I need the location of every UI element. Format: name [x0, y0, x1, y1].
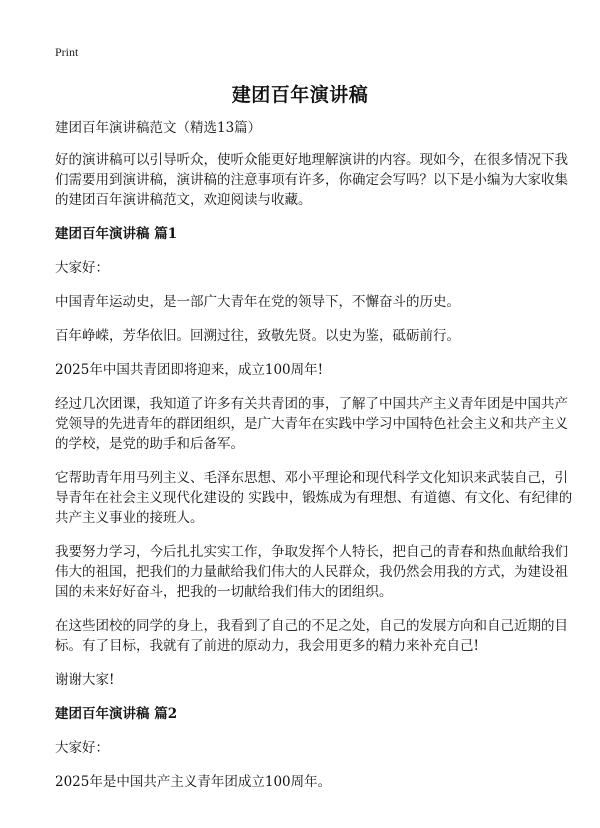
section-1-paragraph: 谢谢大家! [55, 672, 115, 688]
section-1-paragraph: 大家好： [55, 260, 109, 276]
section-1-paragraph: 2025年中国共青团即将迎来，成立100周年! [55, 362, 324, 378]
section-2-heading: 建团百年演讲稿 篇2 [55, 706, 178, 722]
print-label: Print [55, 45, 79, 59]
intro-paragraph: 好的演讲稿可以引导听众，使听众能更好地理解演讲的内容。现如今，在很多情况下我们需要用到演讲稿，演讲稿的注意事项有许多，你确定会写吗？以下是小编为大家收集的建团百年演讲稿范文，欢迎阅读与收藏。 [55, 152, 568, 208]
section-1-paragraph: 经过几次团课，我知道了许多有关共青团的事，了解了中国共产主义青年团是中国共产党领导的先进青年的群团组织，是广大青年在实践中学习中国特色社会主义和共产主义的学校，是党的助手和后备军。 [55, 396, 568, 452]
document-body [55, 118, 575, 806]
section-1-paragraph: 中国青年运动史，是一部广大青年在党的领导下，不懈奋斗的历史。 [55, 294, 460, 310]
document-title: 建团百年演讲稿 [231, 84, 369, 106]
section-2-paragraph: 大家好： [55, 740, 109, 756]
document-subtitle: 建团百年演讲稿范文（精选13篇） [55, 120, 262, 136]
section-2-paragraph: 2025年是中国共产主义青年团成立100周年。 [55, 774, 332, 790]
section-1-paragraph: 我要努力学习，今后扎扎实实工作，争取发挥个人特长，把自己的青春和热血献给我们伟大的祖国，把我们的力量献给我们伟大的人民群众，我仍然会用我的方式，为建设祖国的未来好好奋斗，把我的一切献给我们伟大的团组织。 [55, 544, 568, 600]
section-1-paragraph: 它帮助青年用马列主义、毛泽东思想、邓小平理论和现代科学文化知识来武装自己，引导青年在社会主义现代化建设的 实践中，锻炼成为有理想、有道德、有文化、有纪律的共产主义事业的接班人。 [55, 470, 573, 526]
section-1-paragraph: 在这些团校的同学的身上，我看到了自己的不足之处，自己的发展方向和自己近期的目标。有了目标，我就有了前进的原动力，我会用更多的精力来补充自己! [55, 618, 568, 654]
section-1-paragraph: 百年峥嵘，芳华依旧。回溯过往，致敬先贤。以史为鉴，砥砺前行。 [55, 328, 460, 344]
section-1-heading: 建团百年演讲稿 篇1 [55, 226, 178, 242]
